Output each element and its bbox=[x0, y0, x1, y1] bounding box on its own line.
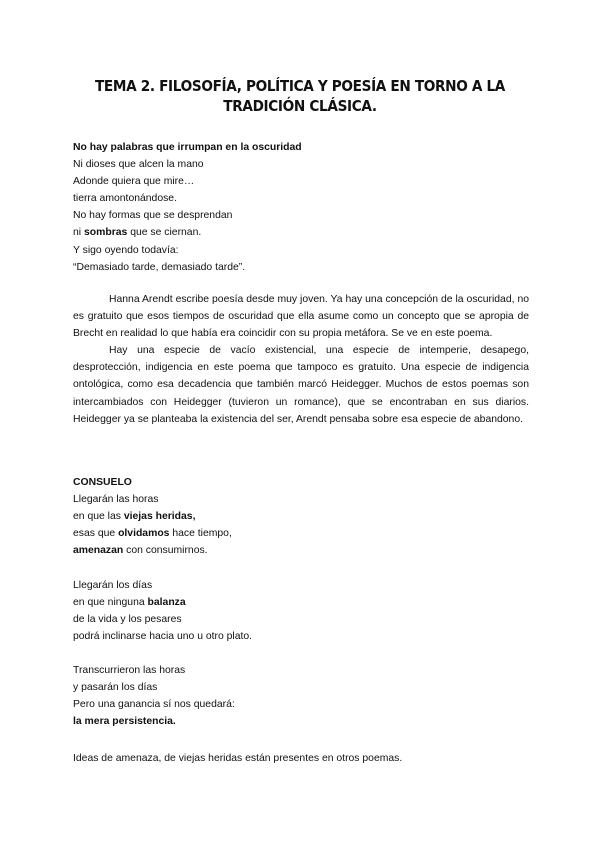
poem-text: esas que bbox=[73, 528, 119, 540]
poem-line: Y sigo oyendo todavía: bbox=[73, 244, 179, 256]
poem-bold-word: olvidamos bbox=[118, 528, 170, 540]
poem-text: en que ninguna bbox=[73, 596, 148, 608]
commentary bbox=[73, 291, 529, 428]
stanza-gap bbox=[73, 645, 529, 662]
poem-text: con consumirnos. bbox=[123, 545, 208, 557]
poem-bold-word: amenazan bbox=[73, 545, 124, 557]
poem-line: Llegarán los días bbox=[73, 579, 153, 591]
paragraph: Hay una especie de vacío existencial, una especie de intemperie, desapego, desprotección, indigencia en este poema que tampoco es gratuito. Una especie de indigencia ontológica, como esa decadencia que también marcó Heidegger. Muchos de estos poemas son intercambiados con Heidegger (tuvieron un romance), que se encontraban en sus diarios. Heidegger ya se planteaba la existencia del ser, Arendt pensaba sobre esa especie de abandono. bbox=[73, 345, 529, 425]
poem-text: en que las bbox=[73, 511, 124, 523]
poem-line bbox=[73, 525, 529, 542]
poem-bold-word: sombras bbox=[83, 227, 128, 239]
poem-line: Adonde quiera que mire… bbox=[73, 176, 195, 188]
poem-line: “Demasiado tarde, demasiado tarde”. bbox=[73, 261, 246, 273]
poem-line: Transcurrieron las horas bbox=[73, 665, 186, 677]
page-title bbox=[89, 76, 511, 116]
poem-line: y pasarán los días bbox=[73, 682, 158, 694]
poem-line: Llegarán las horas bbox=[73, 494, 159, 506]
closing-remark: Ideas de amenaza, de viejas heridas están presentes en otros poemas. bbox=[73, 753, 403, 764]
poem-line: de la vida y los pesares bbox=[73, 613, 182, 625]
poem-line: Ni dioses que alcen la mano bbox=[73, 159, 204, 171]
poem-consuelo bbox=[73, 474, 529, 730]
poem-bold-word: viejas heridas, bbox=[123, 511, 196, 523]
poem-line: tierra amontonándose. bbox=[73, 193, 177, 205]
poem-oscuridad bbox=[73, 139, 529, 276]
title-line-1: TEMA 2. FILOSOFÍA, POLÍTICA Y POESÍA EN TORNO A LA bbox=[94, 77, 506, 95]
paragraph: Hanna Arendt escribe poesía desde muy joven. Ya hay una concepción de la oscuridad, no es gratuito que esos tiempos de oscuridad que ella asume como un concepto que se apropia de Brecht en realidad lo que había era coincidir con su propia metáfora. Se ve en este poema. bbox=[73, 294, 529, 340]
poem-line bbox=[73, 224, 529, 241]
poem-text: que se ciernan. bbox=[127, 227, 202, 239]
poem-text: ni bbox=[73, 227, 84, 239]
poem-line: Pero una ganancia sí nos quedará: bbox=[73, 699, 235, 711]
poem-line bbox=[73, 542, 529, 559]
poem-line bbox=[73, 594, 529, 611]
poem-bold-word: balanza bbox=[147, 596, 186, 608]
poem-line: la mera persistencia. bbox=[73, 716, 176, 728]
title-line-2: TRADICIÓN CLÁSICA. bbox=[223, 97, 377, 115]
poem-line bbox=[73, 508, 529, 525]
poem-line: podrá inclinarse hacia uno u otro plato. bbox=[73, 630, 253, 642]
poem-line: No hay formas que se desprendan bbox=[73, 210, 233, 222]
stanza-gap bbox=[73, 559, 529, 576]
poem-heading: CONSUELO bbox=[73, 477, 132, 488]
poem-line: No hay palabras que irrumpan en la oscuridad bbox=[73, 142, 302, 153]
poem-text: hace tiempo, bbox=[169, 528, 232, 540]
